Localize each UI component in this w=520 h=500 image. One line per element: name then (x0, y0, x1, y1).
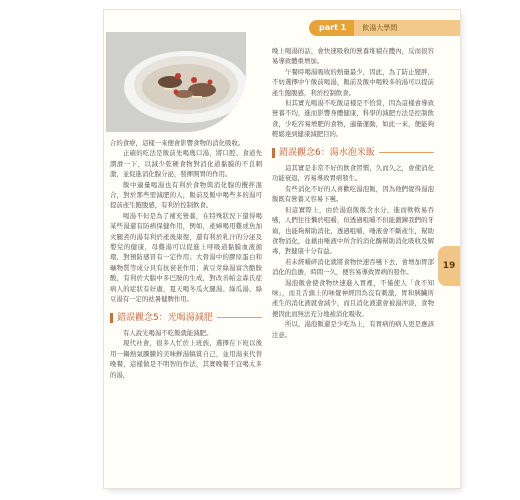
paragraph: 但這實際上，由於湯泡飯飯含水分，進而軟軟易吞嚥，人們往往懶於咀嚼，但透過咀嚼不但能鍛鍊我們的牙齒，也能夠幫助消化，透過咀嚼，唾液會不斷產生，幫助食物消化，並藉由唾液中所含的消化酶幫助消化吸收及解毒，對健康十分有益。 (272, 205, 434, 256)
page-number-tab (438, 246, 460, 286)
paragraph: 合的食療，這樣一來便會影響食物的消化吸收。 (110, 139, 245, 147)
section-heading-6 (272, 148, 434, 158)
paragraph: 現代社會，很多人忙於上班族，選擇在下班以後用一鍋熱氣騰騰的美味鮮湯犒賞自己，並用湯來代替晚餐，這樣做是不明智的作法，其實晚餐不宜喝太多的湯， (110, 339, 262, 379)
paragraph: 這其實是非常不好的飲食習慣，久而久之，會使消化功能衰退，容易導致胃病發生。 (272, 164, 434, 183)
paragraph: 湯泡飯會使食物快速進入胃裡，不僅使人「食不知味」，而且舌頭上的味覺神經因為沒有刺激，胃和胰臟所產生的消化液就會減少，而且消化液還會被湯沖淡，食物便因此而無法充分地被消化吸收。 (272, 278, 434, 318)
book-page (104, 10, 460, 488)
paragraph: 喝湯不但是為了補充營養，在特殊狀況下還得喝某些湯還有防病保健作用，例如，產婦喝用雞或魚加火腿煮的湯有利於產後康復，還有利於乳汁的分泌及嬰兒的健康，母雞湯可以促進上呼吸道黏膜血液循環，對預防感冒有一定作用；大骨湯中的膠原蛋白和礦物質等成分具有抗衰老作用；黃豆芽絲湯富含酪胺酸，有利於大腦中多巴胺的生成，對改善帕金森氏症病人的症狀有好處，夏天喝冬瓜火腿湯、綠瓜湯、綠豆湯有一定的祛暑健脾作用。 (110, 211, 262, 304)
paragraph: 有人說光喝湯不吃飯就能減肥。 (123, 328, 213, 337)
part-label: part 1 (309, 20, 354, 36)
paragraph: 所以，湯泡飯還是少吃為上，有胃病的病人更是應該注意。 (272, 320, 434, 339)
paragraph: 午餐時喝湯吸收的熱量最少，因此，為了防止變胖，不妨選擇中午飯前喝湯，飯前及飯中喝較多的湯可以提前產生飽腹感，利於控制飲食。 (272, 67, 434, 97)
left-column (110, 138, 262, 380)
heading-rule (217, 317, 262, 318)
heading-marker (272, 148, 275, 158)
paragraph: 晚上喝湯的話，會快速吸收的營養堆積在體內，反而很容易導致體重增加。 (272, 47, 434, 66)
section-heading-text: 錯誤觀念6：湯水泡米飯 (279, 147, 375, 158)
paragraph: 若未經嚼碎消化就將食物快速吞嚥下去，會增加胃部消化的負擔，時間一久，便容易導致胃病的發作。 (272, 257, 434, 277)
page-number: 19 (442, 261, 456, 271)
heading-rule (379, 152, 434, 153)
section-heading-text: 錯誤觀念5：光喝湯減肥 (117, 312, 213, 323)
paragraph: 但其實光喝湯不吃飯這樣是不恰當，因為這樣會導致營養不均，進而影響身體健康，科學的減肥方法是控制飲食，少吃容易增肥的食物，適量運動，如此一來，便能夠輕鬆達到健康減肥目的。 (272, 99, 434, 139)
section-heading-5 (110, 313, 262, 323)
chapter-title: 飲湯大學問 (354, 20, 460, 36)
soup-bowl-illustration (106, 32, 246, 132)
heading-marker (110, 313, 113, 323)
paragraph: 正確的吃法是飯前先喝幾口湯，將口腔、食道先潤滑一下，以減少乾硬食物對消化道黏膜的不良刺激，並促進消化腺分泌，發揮開胃的作用。 (110, 149, 262, 179)
running-header (309, 20, 460, 36)
soup-photo (106, 32, 246, 132)
paragraph: 飯中適量喝湯也有利於食物與消化腺的攪拌混合，對於那些需減肥的人，飯前及飯中喝些多的湯可提前產生飽腹感，有利於控制飲食。 (110, 180, 262, 210)
right-column (272, 46, 434, 340)
paragraph: 有些消化不好的人喜歡吃湯泡飯，因為他們覺得湯泡飯既有營養又容易下嚥。 (272, 184, 434, 204)
